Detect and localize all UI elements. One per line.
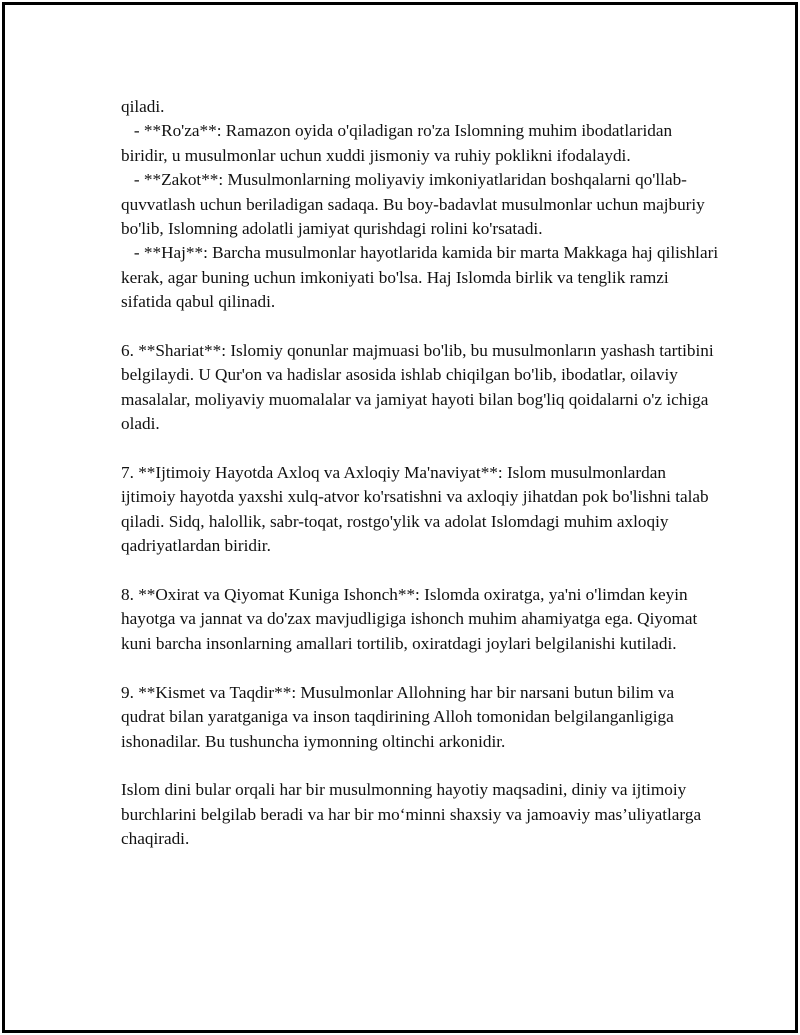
paragraph-conclusion: Islom dini bular orqali har bir musulmonning hayotiy maqsadini, diniy va ijtimoiy burchlarini belgilab beradi va har bir mo‘minni shaxsiy va jamoaviy mas’uliyatlarga chaqiradi. [121, 780, 706, 849]
paragraph-afterlife: 8. **Oxirat va Qiyomat Kuniga Ishonch**: Islomda oxiratga, ya'ni o'limdan keyin hayotga va jannat va do'zax mavjudligiga ishonch muhim ahamiyatga ega. Qiyomat kuni barcha insonlarning amallari tortilib, oxiratdagi joylari belgilanishi kutiladi. [121, 585, 702, 653]
paragraph-gap [121, 315, 721, 339]
paragraph-pillars-continued: qiladi. - **Ro'za**: Ramazon oyida o'qiladigan ro'za Islomning muhim ibodatlaridan biridir, u musulmonlar uchun xuddi jismoniy va ruhiy poklikni ifodalaydi. - **Zakot**: Musulmonlarning moliyaviy imkoniyatlaridan boshqalarni qo'llab-quvvatlash uchun beriladigan sadaqa. Bu boy-badavlat musulmonlar uchun majburiy bo'lib, Islomning adolatli jamiyat qurishdagi rolini ko'rsatadi. - **Haj**: Barcha musulmonlar hayotlarida kamida bir marta Makkaga haj qilishlari kerak, agar buning uchun imkoniyati bo'lsa. Haj Islomda birlik va tenglik ramzi sifatida qabul qilinadi. [121, 97, 719, 312]
page-frame [2, 2, 798, 1033]
paragraph-shariat: 6. **Shariat**: Islomiy qonunlar majmuasi bo'lib, bu musulmonların yashash tartibini belgilaydi. U Qur'on va hadislar asosida ishlab chiqilgan bo'lib, ibodatlar, oilaviy masalalar, moliyaviy muomalalar va jamiyat hayoti bilan bog'liq qoidalarni o'z ichiga oladi. [121, 341, 718, 434]
paragraph-destiny: 9. **Kismet va Taqdir**: Musulmonlar Allohning har bir narsani butun bilim va qudrat bilan yaratganiga va inson taqdirining Alloh tomonidan belgilanganligiga ishonadilar. Bu tushuncha iymonning oltinchi arkonidir. [121, 682, 679, 751]
paragraph-gap [121, 656, 721, 680]
paragraph-gap [121, 754, 721, 778]
paragraph-gap [121, 559, 721, 583]
document-body [121, 95, 721, 852]
paragraph-gap [121, 437, 721, 461]
paragraph-ethics: 7. **Ijtimoiy Hayotda Axloq va Axloqiy Ma'naviyat**: Islom musulmonlardan ijtimoiy hayotda yaxshi xulq-atvor ko'rsatishni va axloqiy jihatdan pok bo'lishni talab qiladi. Sidq, halollik, sabr-toqat, rostgo'ylik va adolat Islomdagi muhim axloqiy qadriyatlardan biridir. [121, 463, 713, 556]
